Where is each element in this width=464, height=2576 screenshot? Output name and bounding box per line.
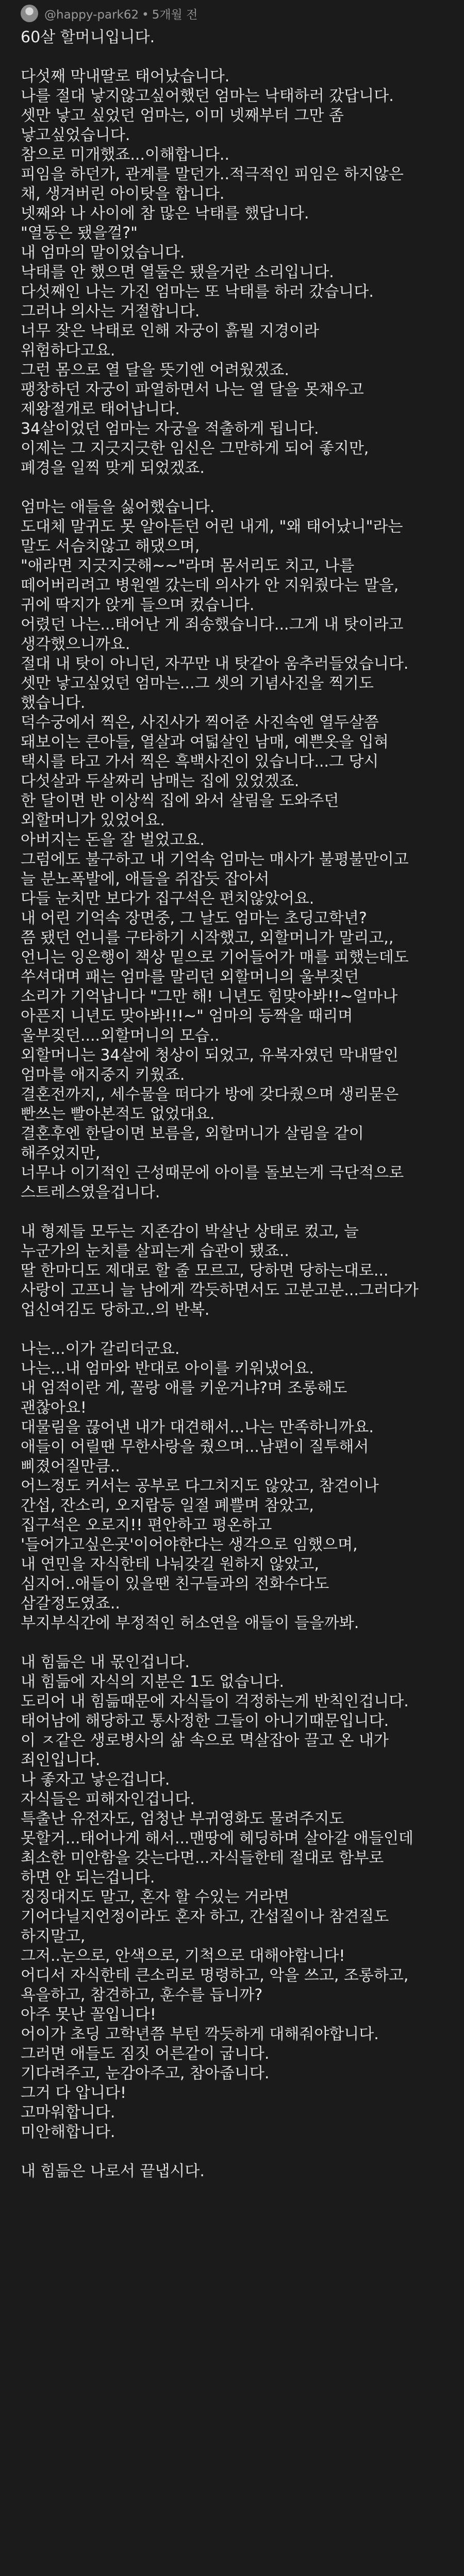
comment-line: 60살 할머니입니다. [21, 28, 155, 46]
comment-line: '들어가고싶은곳'이어야한다는 생각으로 임했으며, [21, 1536, 358, 1554]
comment-line: 하지말고, [21, 1927, 86, 1945]
comment-line: 아버지는 돈을 잘 벌었고요. [21, 831, 205, 849]
comment-line: 내 연민을 자식한테 나눠갖길 원하지 않았고, [21, 1555, 319, 1573]
comment-line: 그러면 애들도 짐짓 어른같이 굽니다. [21, 2045, 270, 2063]
comment-line: 자식들은 피해자인겁니다. [21, 1790, 195, 1808]
comment-line: 낙태를 안 했으면 열둘은 됐을거란 소리입니다. [21, 263, 334, 281]
comment-line: 이 ㅈ같은 생로병사의 삶 속으로 멱살잡아 끌고 온 내가 [21, 1732, 389, 1750]
comment-line: 늘 분노폭발에, 애들을 쥐잡듯 잡아서 [21, 870, 270, 888]
comment-line: 넷째와 나 사이에 참 많은 낙태를 했답니다. [21, 205, 309, 223]
comment-line: 빤쓰는 빨아본적도 없었대요. [21, 1105, 215, 1123]
comment-meta: @happy-park62 • 5개월 전 [44, 8, 198, 22]
comment-line: 34살이었던 엄마는 자궁을 적출하게 됩니다. [21, 420, 319, 438]
comment-line: 쑤셔대며 패는 엄마를 말리던 외할머니의 울부짖던 [21, 968, 359, 986]
comment-line: 엄마를 애지중지 키웠죠. [21, 1066, 185, 1084]
comment-line: 그럼에도 불구하고 내 기억속 엄마는 매사가 불평불만이고 [21, 851, 409, 869]
comment-line: 딸 한마디도 제대로 할 줄 모르고, 당하면 당하는대로... [21, 1262, 389, 1280]
comment-line: 미안해합니다. [21, 2123, 115, 2141]
paragraph-gap [21, 1202, 453, 1222]
comment-line: 결혼후엔 한달이면 보름을, 외할머니가 살림을 같이 [21, 1125, 364, 1143]
comment-line: 낳고싶었습니다. [21, 126, 130, 144]
paragraph-gap [21, 478, 453, 498]
comment-line: 외할머니는 34살에 청상이 되었고, 유복자였던 막내딸인 [21, 1046, 399, 1064]
comment-line: 채, 생겨버린 아이탓을 합니다. [21, 185, 225, 203]
comment-line: 폐경을 일찍 맞게 되었겠죠. [21, 459, 205, 477]
comment-line: 내 어린 기억속 장면중, 그 날도 엄마는 초딩고학년? [21, 909, 367, 927]
comment-line: 떼어버리려고 병원엘 갔는데 의사가 안 지워줬다는 말을, [21, 577, 399, 595]
comment-line: 그런 몸으로 열 달을 뜻기엔 어려웠겠죠. [21, 361, 289, 379]
paragraph-gap [21, 1633, 453, 1653]
comment-line: 간섭, 잔소리, 오지랍등 일절 폐쁠며 참았고, [21, 1497, 314, 1515]
comment-line: 다섯째인 나는 가진 엄마는 또 낙태를 하러 갔습니다. [21, 283, 374, 301]
comment-line: 그러나 의사는 거절합니다. [21, 302, 200, 320]
comment-line: 최소한 미안함을 갖는다면...자식들한테 절대로 함부로 [21, 1849, 384, 1867]
comment-line: 내 힘듦은 나로서 끝냅시다. [21, 2162, 205, 2180]
author-name[interactable]: @happy-park62 [44, 8, 139, 22]
comment-line: 삼갈정도였죠.. [21, 1595, 120, 1613]
comment-line: 어디서 자식한테 큰소리로 명령하고, 악을 쓰고, 조롱하고, [21, 1967, 409, 1985]
comment-line: 내 엄적이란 게, 꼴랑 애를 키운거냐?며 조롱해도 [21, 1379, 347, 1397]
comment-line: 어느정도 커서는 공부로 다그치지도 않았고, 참견이나 [21, 1477, 379, 1495]
comment-line: 도대체 말귀도 못 알아듣던 어린 내게, "왜 태어났니"라는 [21, 518, 403, 536]
comment-line: 나 좋자고 낳은겁니다. [21, 1771, 170, 1789]
comment-line: "열동은 됐을껄?" [21, 224, 138, 242]
comment-line: 다섯살과 두살짜리 남매는 집에 있었겠죠. [21, 772, 300, 790]
paragraph-gap [21, 2142, 453, 2162]
comment-line: 애들이 어릴땐 무한사랑을 줬으며...남편이 질투해서 [21, 1438, 369, 1456]
comment-line: 내 형제들 모두는 지존감이 박살난 상태로 컸고, 늘 [21, 1223, 359, 1241]
comment-line: 다들 눈치만 보다가 집구석은 편치않았어요. [21, 890, 314, 908]
comment-line: 태어남에 해당하고 통사정한 그들이 아니기때문입니다. [21, 1712, 389, 1730]
comment-line: 한 달이면 반 이상씩 집에 와서 살림을 도와주던 [21, 792, 339, 810]
comment-line: 제왕절개로 태어납니다. [21, 400, 180, 418]
comment-line: 부지부식간에 부정적인 허소연을 애들이 들을까봐. [21, 1614, 359, 1632]
comment-line: 아주 못난 꼴입니다! [21, 2006, 156, 2024]
comment-line: 내 힘듦에 자식의 지분은 1도 없습니다. [21, 1673, 285, 1691]
comment-line: 심지어..애들이 있을땐 친구들과의 전화수다도 [21, 1575, 329, 1593]
comment-line: 기다려주고, 눈감아주고, 참아줍니다. [21, 2064, 270, 2082]
comment-line: 택시를 타고 가서 찍은 흑백사진이 있습니다...그 당시 [21, 753, 379, 771]
comment-line: "애라면 지긋지긋해~~"라며 몸서리도 치고, 나를 [21, 557, 355, 575]
comment-line: 업신여김도 당하고..의 반복. [21, 1301, 210, 1319]
comment-line: 위험하다고요. [21, 342, 115, 360]
comment-line: 울부짖던....외할머니의 모습.. [21, 1027, 220, 1045]
comment-line: 귀에 딱지가 앉게 들으며 컸습니다. [21, 596, 255, 614]
comment-line: 말도 서슴치않고 해댔으며, [21, 537, 200, 555]
comment-line: 스트레스였을겁니다. [21, 1183, 160, 1201]
comment-line: 너무 잦은 낙태로 인해 자궁이 흙뭘 지경이라 [21, 322, 319, 340]
comment-line: 대물림을 끊어낸 내가 대견해서...나는 만족하니까요. [21, 1418, 374, 1436]
comment-line: 고마워합니다. [21, 2104, 115, 2122]
comment-line: 나를 절대 낳지않고싶어했던 엄마는 낙태하러 갔답니다. [21, 87, 394, 105]
comment-line: 했습니다. [21, 694, 86, 712]
comment-line: 그저..눈으로, 안색으로, 기척으로 대해야합니다! [21, 1947, 345, 1965]
comment-line: 참으로 미개했죠...이해합니다.. [21, 146, 229, 164]
comment-line: 어렸던 나는...태어난 게 죄송했습니다...그게 내 탓이라고 [21, 616, 404, 634]
comment-line: 내 엄마의 말이었습니다. [21, 244, 185, 262]
comment-header [21, 0, 453, 25]
comment-line: 누군가의 눈치를 살피는게 습관이 됐죠.. [21, 1242, 289, 1260]
avatar[interactable] [21, 5, 38, 22]
comment-line: 외할머니가 있었어요. [21, 811, 165, 829]
paragraph-gap [21, 1320, 453, 1340]
comment-line: 내 힘듦은 내 몫인겁니다. [21, 1653, 190, 1671]
comment-line: 엄마는 애들을 싫어했습니다. [21, 498, 215, 516]
timestamp[interactable]: 5개월 전 [152, 8, 198, 22]
comment-line: 돼보이는 큰아들, 열살과 여덟살인 남매, 예쁜옷을 입혀 [21, 733, 389, 751]
comment-line: 사랑이 고프니 늘 남에게 깍듯하면서도 고분고분...그러다가 [21, 1281, 419, 1299]
comment-line: 절대 내 탓이 아니던, 자꾸만 내 탓같아 움추러들었습니다. [21, 655, 409, 673]
comment-line: 욕을하고, 참견하고, 훈수를 듭니까? [21, 1986, 263, 2004]
comment-line: 쯤 됐던 언니를 구타하기 시작했고, 외할머니가 말리고,, [21, 929, 394, 947]
comment-line: 나는...이가 갈리더군요. [21, 1340, 180, 1358]
comment-line: 특출난 유전자도, 엄청난 부귀영화도 물려주지도 [21, 1810, 344, 1828]
comment-line: 셋만 낳고 싶었던 엄마는, 이미 넷째부터 그만 좀 [21, 107, 344, 125]
comment-line: 소리가 기억납니다 "그만 해! 니년도 힘맞아봐!!~얼마나 [21, 988, 398, 1006]
comment-line: 죄인입니다. [21, 1751, 101, 1769]
comment-line: 덕수궁에서 찍은, 사진사가 찍어준 사진속엔 열두살쯤 [21, 714, 379, 732]
comment-line: 팽창하던 자궁이 파열하면서 나는 열 달을 못채우고 [21, 381, 364, 399]
paragraph-gap [21, 47, 453, 67]
comment-line: 피임을 하던가, 관계를 말던가..적극적인 피임은 하지않은 [21, 165, 404, 183]
comment-line: 못할거...태어나게 해서...맨땅에 헤딩하며 살아갈 애들인데 [21, 1829, 413, 1848]
comment-line: 다섯째 막내딸로 태어났습니다. [21, 67, 230, 86]
comment-line: 해주었지만, [21, 1144, 101, 1162]
comment-line: 집구석은 오로지!! 편안하고 평온하고 [21, 1516, 272, 1534]
comment-line: 괜찮아요! [21, 1399, 87, 1417]
comment-line: 도리어 내 힘듦때문에 자식들이 걱정하는게 반칙인겁니다. [21, 1692, 409, 1710]
comment-line: 징징대지도 말고, 혼자 할 수있는 거라면 [21, 1888, 289, 1906]
comment-line: 언니는 잉은행이 책상 밑으로 기어들어가 매를 피했는데도 [21, 948, 409, 967]
comment-line: 하면 안 되는겁니다. [21, 1869, 155, 1887]
comment-line: 너무나 이기적인 근성때문에 아이를 돌보는게 극단적으로 [21, 1164, 404, 1182]
comment-line: 생각했으니까요. [21, 635, 130, 653]
comment-line: 기어다닐지언정이라도 혼자 하고, 간섭질이나 참견질도 [21, 1908, 389, 1926]
comment-line: 결혼전까지,, 세수물을 떠다가 방에 갖다줬으며 생리묻은 [21, 1086, 399, 1104]
comment-line: 셋만 낳고싶었던 엄마는...그 셋의 기념사진을 찍기도 [21, 674, 374, 692]
comment-line: 어이가 초딩 고학년쯤 부턴 깍듯하게 대해줘야합니다. [21, 2025, 379, 2043]
comment-line: 나는...내 엄마와 반대로 아이를 키워냈어요. [21, 1360, 314, 1378]
comment-line: 아픈지 니년도 맞아봐!!!~" 엄마의 등짝을 때리며 [21, 1007, 353, 1025]
comment-body [21, 28, 453, 2181]
comment-line: 이제는 그 지긋지긋한 임신은 그만하게 되어 좋지만, [21, 439, 369, 457]
comment-line: 삐졌어질만큼.. [21, 1458, 120, 1476]
comment-line: 그거 다 압니다! [21, 2084, 126, 2102]
